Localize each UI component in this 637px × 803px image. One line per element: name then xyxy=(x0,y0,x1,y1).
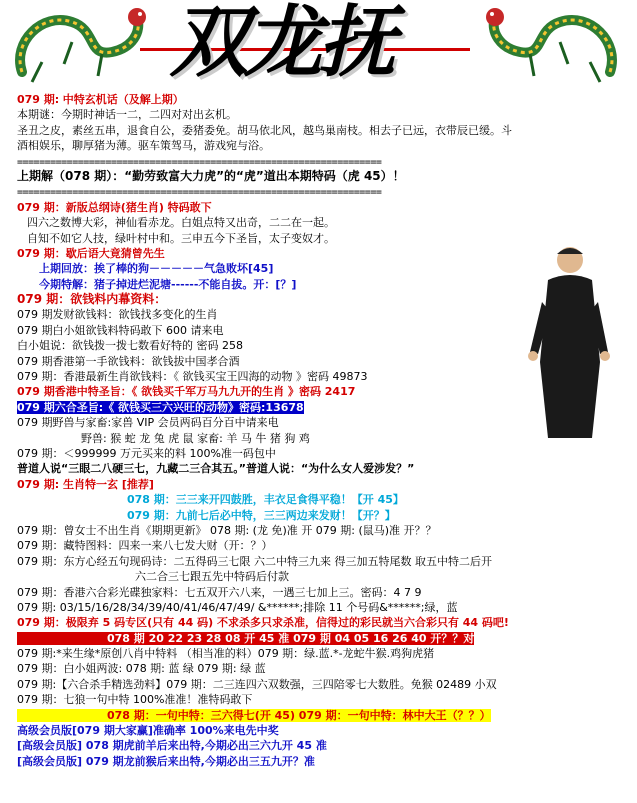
text-line xyxy=(17,107,622,122)
banner xyxy=(0,0,637,92)
text-line xyxy=(17,184,622,199)
text-line xyxy=(17,692,622,707)
text-line xyxy=(17,615,622,630)
text-line xyxy=(17,646,622,661)
text-line xyxy=(17,461,622,476)
text-segment: 079 期：香港六合彩光碟独家料：七五双开六八来，一遇三七加上三。密码：4 7 9 xyxy=(17,585,422,599)
text-segment: 079 期：藏特图料：四来一来八七发大财（开：？） xyxy=(17,539,273,553)
text-segment: 079 期:*来生缘*原创八肖中特料 （相当准的料）079 期：绿.蓝.*-龙蛇牛猴.鸡狗虎猪 xyxy=(17,647,435,661)
text-line xyxy=(17,200,622,215)
text-segment: 079 期发财欲钱料：欲钱找多变化的生肖 xyxy=(17,308,218,322)
text-segment: 079 期：极限弃 5 码专区(只有 44 码) 不求杀多只求杀准，信得过的彩民就当六合彩只有 44 码吧! xyxy=(17,616,509,630)
text-segment: 自知不如它人技，绿叶村中和。三申五今下圣旨，太子变奴才。 xyxy=(27,231,335,245)
text-segment: 079 期：新版总纲诗(猪生肖) 特码敢下 xyxy=(17,200,212,214)
text-segment: [高级会员版] 079 期龙前猴后来出特,今期必出三五九开？准 xyxy=(17,754,315,768)
text-segment: 079 期白小姐欲钱料特码敢下 600 请来电 xyxy=(17,323,224,337)
text-line xyxy=(17,754,622,769)
text-segment: 079 期:【六合杀手精选劲料】079 期：二三连四六双数强，三四陪零七大数胜。免猴 02489 小双 xyxy=(17,677,497,691)
text-line xyxy=(17,600,622,615)
text-segment: 079 期香港第一手欲钱料：欲钱拔中国孝合酒 xyxy=(17,354,240,368)
text-line xyxy=(17,138,622,153)
text-segment: 079 期：＜999999 万元买来的料 100%准一码包中 xyxy=(17,446,276,460)
text-segment: 079 期: 03/15/16/28/34/39/40/41/46/47/49/ &******;排除 11 个号码&******;绿，蓝 xyxy=(17,600,458,614)
text-line xyxy=(17,554,622,569)
text-segment: 079 期香港中特圣旨：《 欲钱买千军万马九九开的生肖 》密码 2417 xyxy=(17,385,356,399)
text-line xyxy=(17,215,622,230)
text-segment: 079 期野兽与家畜:家兽 VIP 会员两码百分百中请来电 xyxy=(17,416,279,430)
text-segment: 圣丑之皮，素丝五串，退食自公，委猪委免。胡马依北风，越鸟巢南枝。相去子已远，衣带辰已缓。斗 xyxy=(17,123,512,137)
text-segment: ================================================================== xyxy=(17,156,382,168)
text-line xyxy=(17,92,622,107)
text-line xyxy=(17,631,622,646)
text-segment: 079 期：九前七后必中特，三三两边来发财！【开？】 xyxy=(127,508,396,522)
text-line xyxy=(17,508,622,523)
text-line xyxy=(17,738,622,753)
text-segment: 079 期：曾女士不出生肖《期期更新》 078 期: (龙 免)准 开 079 期: (鼠马)准 开？？ xyxy=(17,523,437,537)
text-line xyxy=(17,169,622,184)
text-line xyxy=(17,538,622,553)
text-segment: 079 期：欲钱料内幕资料： xyxy=(17,292,167,307)
text-line xyxy=(17,154,622,169)
page-title: 双龙抚 xyxy=(170,0,393,88)
text-segment: 079 期: xyxy=(17,93,60,106)
text-line xyxy=(17,492,622,507)
text-line xyxy=(17,585,622,600)
text-segment: 079 期六合圣旨:《 欲钱买三六兴旺的动物》密码:13678 xyxy=(17,400,304,414)
text-segment: 今期特解：猪子掉进烂泥塘------不能自拔。开：[？] xyxy=(39,277,297,291)
text-segment: 079 期：歇后语大竟猜曾先生 xyxy=(17,246,165,260)
text-line xyxy=(17,523,622,538)
text-segment: 本期谜：今期时神话一二，二四对对出玄机。 xyxy=(17,108,237,122)
text-segment: 078 期：一句中特：三六得七(开 45) 079 期：一句中特：林中大王（？？） xyxy=(17,709,491,722)
text-line xyxy=(17,446,622,461)
text-segment: 野兽: 猴 蛇 龙 兔 虎 鼠 家畜: 羊 马 牛 猪 狗 鸡 xyxy=(81,431,310,445)
text-segment: ================================================================== xyxy=(17,187,382,199)
text-segment: 四六之数博大彩，神仙看赤龙。白姐点特又出奇，二二在一起。 xyxy=(27,216,335,230)
right-dragon-icon xyxy=(480,2,630,90)
text-segment: 中特玄机话（及解上期） xyxy=(62,93,184,106)
text-line xyxy=(17,708,622,723)
text-line xyxy=(17,723,622,738)
text-segment: [高级会员版] 078 期虎前羊后来出特,今期必出三六九开 45 准 xyxy=(17,739,327,753)
text-segment: 079 期：东方心经五句现码诗：二五得码三七限 六二中特三九来 得三加五特尾数 取五中特二后开 xyxy=(17,554,492,568)
text-segment: 上期解（078 期）：“勤劳致富大力虎”的“虎”道出本期特码（虎 45）！ xyxy=(17,168,405,183)
text-segment: 079 期：七狼一句中特 100%准准！准特码敢下 xyxy=(17,693,253,707)
text-line xyxy=(17,123,622,138)
text-segment: 079 期: 生肖特一玄 [推荐] xyxy=(17,477,154,491)
text-segment: 079 期：白小姐两波: 078 期: 蓝 绿 079 期: 绿 蓝 xyxy=(17,662,266,676)
man-portrait-icon xyxy=(520,242,620,442)
text-line xyxy=(17,569,622,584)
text-line xyxy=(17,661,622,676)
text-segment: 078 期 20 22 23 28 08 开 45 准 079 期 04 05 16 26 40 开？？对 xyxy=(17,632,474,645)
text-line xyxy=(17,477,622,492)
text-segment: 六二合三七跟五先中特码后付款 xyxy=(135,570,289,584)
text-segment: 普道人说“三眼二八硬三七，九藏二三合其五。”普道人说：“为什么女人爱涉发？” xyxy=(17,462,415,476)
text-segment: 高级会员版[079 期大家赢]准确率 100%来电先中奖 xyxy=(17,724,279,738)
text-segment: 078 期：三三来开四鼓胜，丰衣足食得平稳！【开 45】 xyxy=(127,493,404,507)
text-segment: 上期回放：挨了棒的狗－－－－－气急败坏[45] xyxy=(39,262,274,276)
text-line xyxy=(17,677,622,692)
left-dragon-icon xyxy=(2,2,152,90)
text-segment: 酒相娱乐，聊厚猪为薄。驱车策驾马，游戏宛与浴。 xyxy=(17,139,270,153)
text-segment: 白小姐说：欲钱拨一拨七数看好特的 密码 258 xyxy=(17,339,243,353)
text-segment: 079 期：香港最新生肖欲钱料：《 欲钱买宝王四海的动物 》密码 49873 xyxy=(17,370,368,384)
